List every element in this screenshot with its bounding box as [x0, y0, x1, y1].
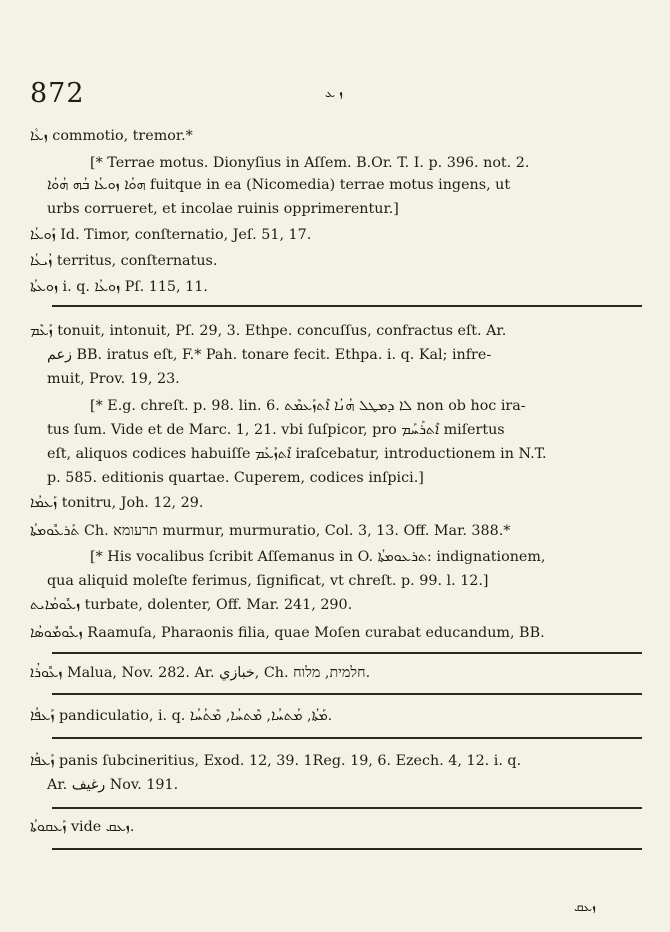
entry-line: ܙܥܵܐ commotio, tremor.* — [30, 128, 193, 144]
entry-line: ܙܰܘܥܳܐ Id. Timor, conſternatio, Jeſ. 51, 17. — [30, 227, 312, 243]
entry-line: ܙܰܥܦܳܐ pandiculatio, i. q. ܡܰܬܳܐ, ܡܳܬܚܳܐ, ܡܶܬܚܳܐ, ܡܶܬܳܚܳܐ. — [30, 708, 333, 724]
entry-line: [* His vocalibus ſcribit Aſſemanus in O. ܬܪܥܘܡܬܳܐ: indignationem, — [90, 549, 546, 565]
entry-line: Ar. رغيف Nov. 191. — [47, 777, 179, 793]
entry-line: eſt, aliquos codices habuiſſe ܐܶܬܙܰܥܰܡ iraſcebatur, introductionem in N.T. — [47, 446, 547, 462]
entry-line: ܙܳܝܥܳܐ territus, conſternatus. — [30, 253, 218, 269]
entry-divider — [52, 693, 642, 695]
entry-line: ܙܥܽܘܡܽܘܣܳܐ Raamuſa, Pharaonis filia, quae Moſen curabat educandum, BB. — [30, 625, 545, 641]
entry-line: tus ſum. Vide et de Marc. 1, 21. vbi ſuſpicor, pro ܐܶܬܪܰܚܰܡ miſertus — [47, 422, 505, 438]
entry-line: ܙܰܥܦܳܐ panis ſubcineritius, Exod. 12, 39. 1Reg. 19, 6. Ezech. 4, 12. i. q. — [30, 753, 522, 769]
entry-line: urbs corrueret, et incolae ruinis opprimerentur.] — [47, 201, 399, 217]
entry-divider — [52, 807, 642, 809]
page-number: 872 — [30, 78, 85, 109]
entry-line: ܙܥܽܘܡܳܐܝܬ turbate, dolenter, Off. Mar. 241, 290. — [30, 597, 353, 613]
entry-line: ܙܘܥܬܳܐ i. q. ܙܘܥܳܐ Pſ. 115, 11. — [30, 279, 208, 295]
entry-line: ܙܰܥܶܡ tonuit, intonuit, Pſ. 29, 3. Ethpe. concuſſus, confractus eſt. Ar. — [30, 323, 507, 339]
catchword: ܙܥܩ — [574, 900, 596, 915]
running-head: ܙ ܥ — [325, 86, 343, 101]
entry-line: ܬܰܪܥܽܘܡܬܳܐ Ch. תרעומא murmur, murmuratio, Col. 3, 13. Off. Mar. 388.* — [30, 523, 511, 539]
entry-line: p. 585. editionis quartae. Cuperem, codices inſpici.] — [47, 470, 424, 486]
entry-line: muit, Prov. 19, 23. — [47, 371, 180, 387]
entry-divider — [52, 305, 642, 307]
entry-line: ܗܘܳܐ ܙܘܥܳܐ ܒܳܗ ܗܳܘܳܐ fuitque in ea (Nicomedia) terrae motus ingens, ut — [47, 177, 511, 193]
entry-line: ܙܥܽܘܪܳܐ Malua, Nov. 282. Ar. خبازي, Ch. חלמית, מלוח. — [30, 665, 371, 681]
entry-divider — [52, 848, 642, 850]
entry-line: [* E.g. chreſt. p. 98. lin. 6. ܠܐ ܕܡܛܠ ܗܳܢܳܐ ܐܶܬܙܰܥܡܶܬ non ob hoc ira- — [90, 398, 526, 414]
entry-line: ܙܰܥܡܳܐ tonitru, Joh. 12, 29. — [30, 495, 204, 511]
entry-line: زعم BB. iratus eſt, F.* Pah. tonare fecit. Ethpa. i. q. Kal; infre- — [47, 347, 492, 363]
entry-divider — [52, 652, 642, 654]
entry-line: [* Terrae motus. Dionyſius in Aſſem. B.Or. T. I. p. 396. not. 2. — [90, 155, 530, 171]
entry-line: qua aliquid moleſte ferimus, ſignificat, vt chreſt. p. 99. l. 12.] — [47, 573, 489, 589]
entry-divider — [52, 737, 642, 739]
entry-line: ܙܰܥܩܘܬܳܐ vide ܙܥܩ. — [30, 819, 135, 835]
